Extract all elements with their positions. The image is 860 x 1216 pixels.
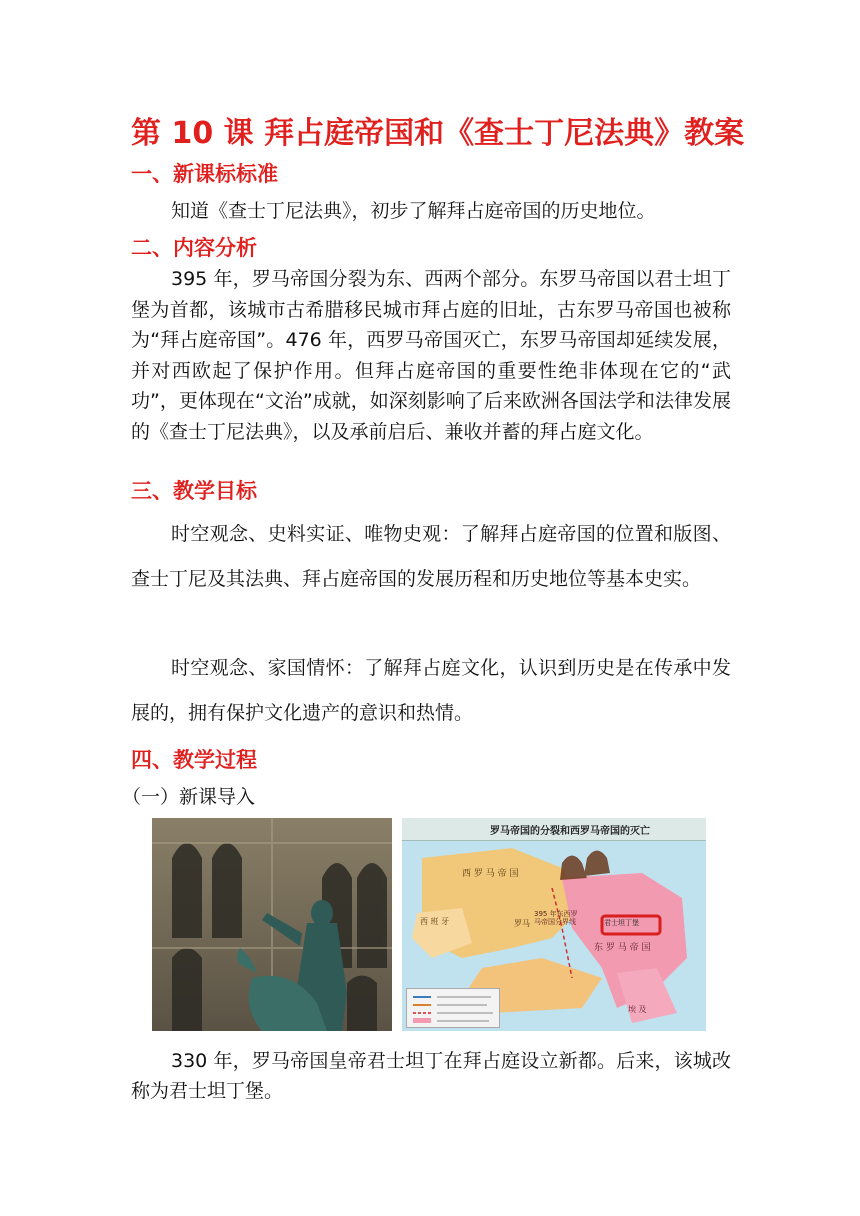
map-label-rome: 罗马 xyxy=(514,919,530,928)
map-legend xyxy=(406,988,500,1028)
statue-photo xyxy=(152,818,392,1031)
page-title: 第 10 课 拜占庭帝国和《查士丁尼法典》教案 xyxy=(131,116,745,151)
statue-photo-graphic xyxy=(152,818,392,1031)
section-heading-content-analysis: 二、内容分析 xyxy=(131,236,257,260)
map-label-capital: 君士坦丁堡 xyxy=(604,919,639,927)
subheading-intro: （一）新课导入 xyxy=(122,786,256,808)
map-legend-graphic xyxy=(407,989,499,1027)
map-label-west-empire: 西 罗 马 帝 国 xyxy=(462,869,519,879)
section-heading-process: 四、教学过程 xyxy=(131,748,257,772)
section-heading-objectives: 三、教学目标 xyxy=(131,479,257,503)
paragraph-objectives-1: 时空观念、史料实证、唯物史观：了解拜占庭帝国的位置和版图、查士丁尼及其法典、拜占庭帝国的发展历程和历史地位等基本史实。 xyxy=(131,523,731,590)
map-title: 罗马帝国的分裂和西罗马帝国的灭亡 xyxy=(490,826,650,837)
map-label-spain: 西 班 牙 xyxy=(420,917,450,926)
map-label-egypt: 埃 及 xyxy=(628,1005,647,1014)
map-label-east-empire: 东 罗 马 帝 国 xyxy=(594,943,651,953)
history-map xyxy=(402,818,706,1031)
paragraph-objectives-2: 时空观念、家国情怀：了解拜占庭文化，认识到历史是在传承中发展的，拥有保护文化遗产的意识和热情。 xyxy=(131,657,731,724)
map-label-division: 395 年东西罗马帝国分界线 xyxy=(534,910,578,926)
section-heading-standards: 一、新课标标准 xyxy=(131,162,278,186)
paragraph-content-analysis: 395 年，罗马帝国分裂为东、西两个部分。东罗马帝国以君士坦丁堡为首都，该城市古希腊移民城市拜占庭的旧址，古东罗马帝国也被称为“拜占庭帝国”。476 年，西罗马帝国灭亡，东罗马帝国却延续发展，并对西欧起了保护作用。但拜占庭帝国的重要性绝非体现在它的“武功”，更体现在“文治”成就，如深刻影响了后来欧洲各国法学和法律发展的《查士丁尼法典》，以及承前启后、兼收并蓄的拜占庭文化。 xyxy=(131,268,731,443)
paragraph-intro-caption: 330 年，罗马帝国皇帝君士坦丁在拜占庭设立新都。后来，该城改称为君士坦丁堡。 xyxy=(131,1050,731,1102)
paragraph-standards: 知道《查士丁尼法典》，初步了解拜占庭帝国的历史地位。 xyxy=(171,200,656,222)
